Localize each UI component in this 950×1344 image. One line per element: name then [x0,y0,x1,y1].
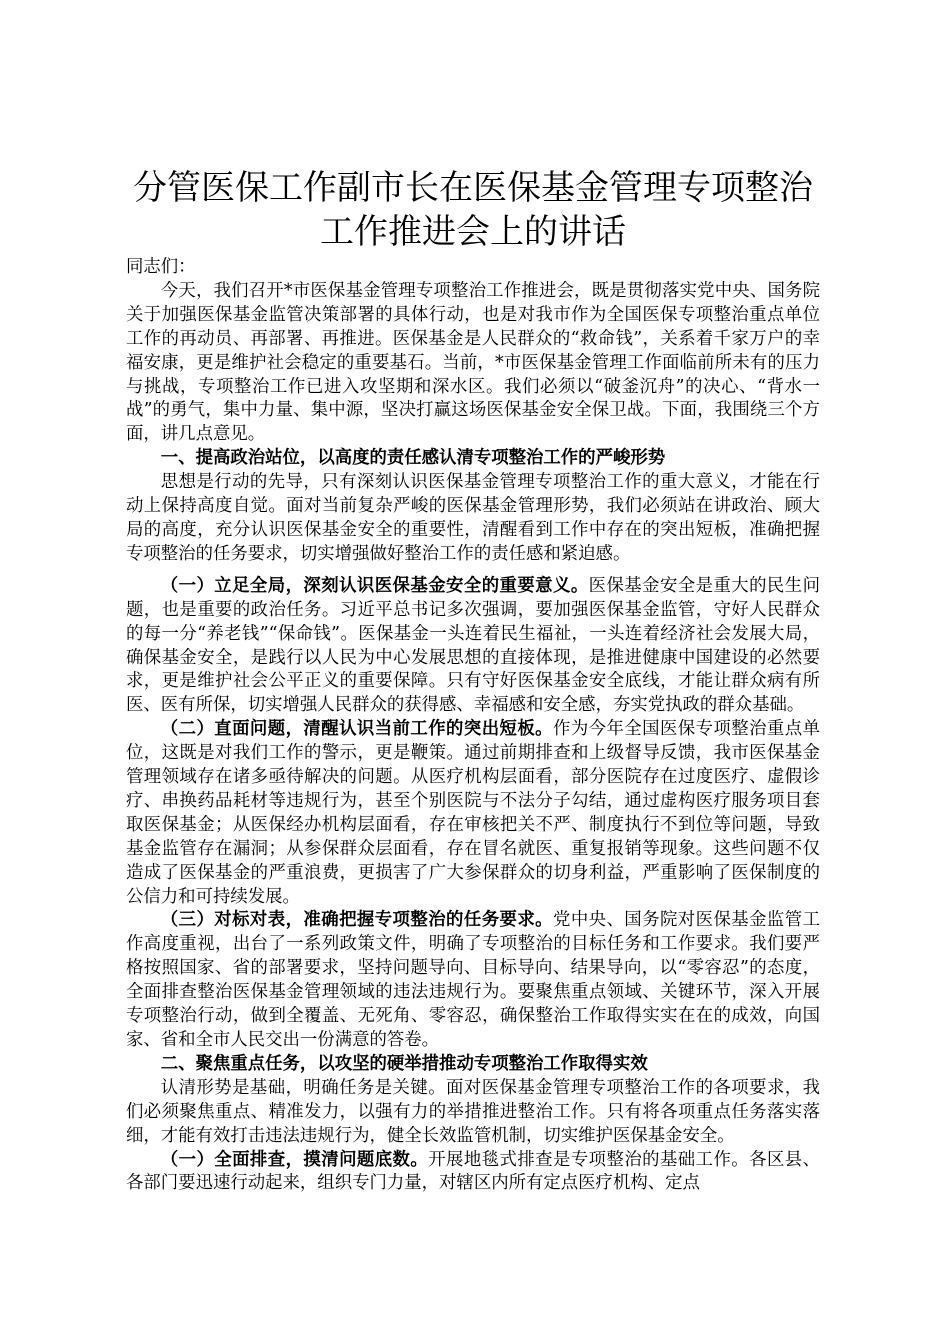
section-2-lead: 认清形势是基础，明确任务是关键。面对医保基金管理专项整治工作的各项要求，我们必须聚焦重点、精准发力，以强有力的举措推进整治工作。只有将各项重点任务落实落细，才能有效打击违法违规行为，健全长效监管机制，切实维护医保基金安全。 [126,1077,820,1146]
title-line-2: 工作推进会上的讲话 [320,212,626,252]
section-1-item-2 [126,718,820,909]
section-2-heading: 二、聚焦重点任务，以攻坚的硬举措推动专项整治工作取得实效 [160,1053,648,1074]
salutation: 同志们： [126,257,196,277]
section-2-item-1 [126,1149,820,1197]
intro-paragraph: 今天，我们召开*市医保基金管理专项整治工作推进会，既是贯彻落实党中央、国务院关于加强医保基金监管决策部署的具体行动，也是对我市作为全国医保专项整治重点单位工作的再动员、再部署、再推进。医保基金是人民群众的“救命钱”，关系着千家万户的幸福安康，更是维护社会稳定的重要基石。当前，*市医保基金管理工作面临前所未有的压力与挑战，专项整治工作已进入攻坚期和深水区。我们必须以“破釜沉舟”的决心、“背水一战”的勇气，集中力量、集中源，坚决打赢这场医保基金安全保卫战。下面，我围绕三个方面，讲几点意见。 [126,280,820,445]
document-title [126,166,820,254]
section-1-item-3-text: 党中央、国务院对医保基金监管工作高度重视，出台了一系列政策文件，明确了专项整治的目标任务和工作要求。我们要严格按照国家、省的部署要求，坚持问题导向、目标导向、结果导向，以“零容忍”的态度，全面排查整治医保基金管理领域的违法违规行为。要聚焦重点领域、关键环节，深入开展专项整治行动，做到全覆盖、无死角、零容忍，确保整治工作取得实实在在的成效，向国家、省和全市人民交出一份满意的答卷。 [126,910,820,1050]
section-1-item-1 [126,575,820,718]
section-1-item-2-text: 作为今年全国医保专项整治重点单位，这既是对我们工作的警示，更是鞭策。通过前期排查和上级督导反馈，我市医保基金管理领域存在诸多亟待解决的问题。从医疗机构层面看，部分医院存在过度医疗、虚假诊疗、串换药品耗材等违规行为，甚至个别医院与不法分子勾结，通过虚构医疗服务项目套取医保基金；从医保经办机构层面看，存在审核把关不严、制度执行不到位等问题，导致基金监管存在漏洞；从参保群众层面看，存在冒名就医、重复报销等现象。这些问题不仅造成了医保基金的严重浪费，更损害了广大参保群众的切身利益，严重影响了医保制度的公信力和可持续发展。 [126,719,820,907]
section-1-lead: 思想是行动的先导，只有深刻认识医保基金管理专项整治工作的重大意义，才能在行动上保持高度自觉。面对当前复杂严峻的医保基金管理形势，我们必须站在讲政治、顾大局的高度，充分认识医保基金安全的重要性，清醒看到工作中存在的突出短板，准确把握专项整治的任务要求，切实增强做好整治工作的责任感和紧迫感。 [126,472,820,564]
section-2-item-1-text: 开展地毯式排查是专项整治的基础工作。各区县、各部门要迅速行动起来，组织专门力量，对辖区内所有定点医疗机构、定点 [126,1149,820,1194]
section-2-item-1-heading: （一）全面排查，摸清问题底数。 [160,1149,429,1170]
document-page [126,166,820,1196]
section-1-item-3 [126,909,820,1052]
section-1-item-1-text: 医保基金安全是重大的民生问题，也是重要的政治任务。习近平总书记多次强调，要加强医保基金监管，守好人民群众的每一分“养老钱”“保命钱”。医保基金一头连着民生福祉，一头连着经济社会发展大局，确保基金安全，是践行以人民为中心发展思想的直接体现，是推进健康中国建设的必然要求，更是维护社会公平正义的重要保障。只有守好医保基金安全底线，才能让群众病有所医、医有所保，切实增强人民群众的获得感、幸福感和安全感，夯实党执政的群众基础。 [126,575,820,716]
section-1-item-1-heading: （一）立足全局，深刻认识医保基金安全的重要意义。 [160,575,589,596]
section-1-item-2-heading: （二）直面问题，清醒认识当前工作的突出短板。 [160,719,553,740]
section-1-heading: 一、提高政治站位，以高度的责任感认清专项整治工作的严峻形势 [160,448,666,469]
section-1-item-3-heading: （三）对标对表，准确把握专项整治的任务要求。 [160,910,553,931]
title-line-1: 分管医保工作副市长在医保基金管理专项整治 [133,168,813,208]
